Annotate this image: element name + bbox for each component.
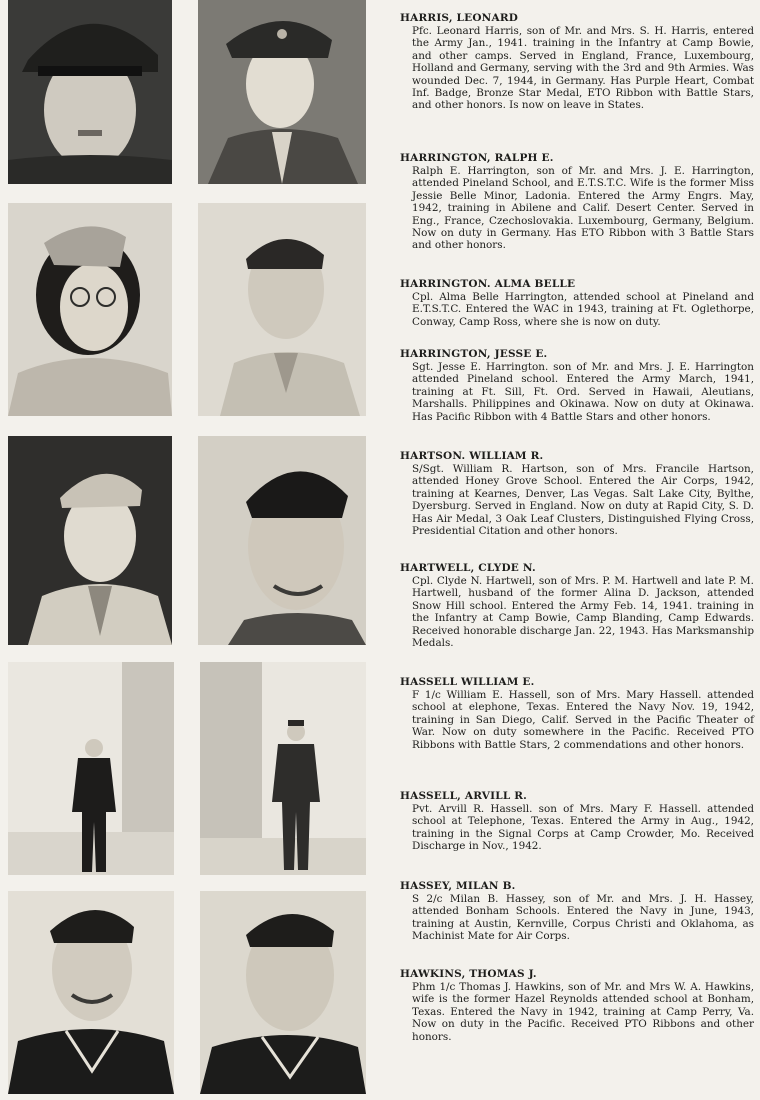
entry-bio: Phm 1/c Thomas J. Hawkins, son of Mr. and Mrs W. A. Hawkins, wife is the former Hazel Reynolds attended school at Bonham, Texas. Entered the Navy in 1942, training at Camp Perry, Va. Now on duty in the Pacific. Received PTO Ribbons and other honors. bbox=[412, 981, 754, 1043]
entry-bio: Sgt. Jesse E. Harrington. son of Mr. and Mrs. J. E. Harrington attended Pineland school. Entered the Army March, 1941, training at Ft. Sill, Ft. Ord. Served in Hawaii, Aleutians, Marshalls. Philippines and Okinawa. Now on duty at Okinawa. Has Pacific Ribbon with 4 Battle Stars and other honors. bbox=[412, 361, 754, 423]
photo-ralph-khaki bbox=[198, 203, 366, 416]
entry-hassell-william bbox=[398, 676, 754, 751]
entry-name: HARRINGTON, RALPH E. bbox=[400, 152, 554, 164]
entry-name: HARTSON. WILLIAM R. bbox=[400, 450, 544, 462]
photo-hassell-sailor bbox=[8, 662, 174, 875]
entry-bio: Pvt. Arvill R. Hassell. son of Mrs. Mary F. Hassell. attended school at Telephone, Texas. Entered the Army in Aug., 1942, training in the Signal Corps at Camp Crowder, Mo. Received Discharge in Nov., 1942. bbox=[412, 803, 754, 853]
entry-name: HARRINGTON. ALMA BELLE bbox=[400, 278, 576, 290]
entry-bio: S/Sgt. William R. Hartson, son of Mrs. Francile Hartson, attended Honey Grove School. Entered the Air Corps, 1942, training at Kearnes, Denver, Las Vegas. Salt Lake City, Bylthe, Dyersburg. Served in England. Now on duty at Rapid City, S. D. Has Air Medal, 3 Oak Leaf Clusters, Distinguished Flying Cross, Presidential Citation and other honors. bbox=[412, 463, 754, 538]
entry-name: HARRIS, LEONARD bbox=[400, 12, 519, 24]
photo-hartwell-smiling bbox=[198, 436, 366, 645]
photo-hartson-garrison bbox=[8, 436, 172, 645]
photo-hassey-sailor bbox=[8, 891, 174, 1094]
entry-bio: Ralph E. Harrington, son of Mr. and Mrs. J. E. Harrington, attended Pineland School, and E.T.S.T.C. Wife is the former Miss Jessie Belle Minor, Ladonia. Entered the Army Engrs. May, 1942, training in Abilene and Calif. Desert Center. Served in Eng., France, Czechoslovakia. Luxembourg, Germany, Belgium. Now on duty in Germany. Has ETO Ribbon with 3 Battle Stars and other honors. bbox=[412, 165, 754, 252]
entry-bio: Pfc. Leonard Harris, son of Mr. and Mrs. S. H. Harris, entered the Army Jan., 1941. training in the Infantry at Camp Bowie, and other camps. Served in England, France, Luxembourg, Holland and Germany, serving with the 3rd and 9th Armies. Was wounded Dec. 7, 1944, in Germany. Has Purple Heart, Combat Inf. Badge, Bronze Star Medal, ETO Ribbon with Battle Stars, and other honors. Is now on leave in States. bbox=[412, 25, 754, 112]
entry-bio: F 1/c William E. Hassell, son of Mrs. Mary Hassell. attended school at elephone, Texas. Entered the Navy Nov. 19, 1942, training in San Diego, Calif. Served in the Pacific Theater of War. Now on duty somewhere in the Pacific. Received PTO Ribbons with Battle Stars, 2 commendations and other honors. bbox=[412, 689, 754, 751]
entry-harrington-jesse bbox=[398, 348, 754, 423]
entry-harrington-alma bbox=[398, 278, 754, 328]
entry-name: HASSEY, MILAN B. bbox=[400, 880, 516, 892]
entry-name: HASSELL WILLIAM E. bbox=[400, 676, 535, 688]
entry-hassey-milan bbox=[398, 880, 754, 943]
entry-bio: S 2/c Milan B. Hassey, son of Mr. and Mrs. J. H. Hassey, attended Bonham Schools. Entered the Navy in June, 1943, training at Austin, Kernville, Corpus Christi and Oklahoma, as Machinist Mate for Air Corps. bbox=[412, 893, 754, 943]
entry-bio: Cpl. Alma Belle Harrington, attended school at Pineland and E.T.S.T.C. Entered the WAC in 1943, training at Ft. Oglethorpe, Conway, Camp Ross, where she is now on duty. bbox=[412, 291, 754, 328]
entry-hawkins-thomas bbox=[398, 968, 754, 1043]
entry-hartson-william bbox=[398, 450, 754, 537]
entry-harrington-ralph bbox=[398, 152, 754, 252]
photo-alma-wac bbox=[8, 203, 172, 416]
photo-harris-cap bbox=[8, 0, 172, 184]
photo-hawkins-sailor bbox=[200, 891, 366, 1094]
entry-name: HARRINGTON, JESSE E. bbox=[400, 348, 548, 360]
entry-name: HAWKINS, THOMAS J. bbox=[400, 968, 537, 980]
entry-harris-leonard bbox=[398, 12, 754, 112]
entry-hartwell-clyde bbox=[398, 562, 754, 649]
entry-bio: Cpl. Clyde N. Hartwell, son of Mrs. P. M. Hartwell and late P. M. Hartwell, husband of the former Alina D. Jackson, attended Snow Hill school. Entered the Army Feb. 14, 1941. training in the Infantry at Camp Bowie, Camp Blanding, Camp Edwards. Received honorable discharge Jan. 22, 1943. Has Marksmanship Medals. bbox=[412, 575, 754, 650]
entry-name: HARTWELL, CLYDE N. bbox=[400, 562, 536, 574]
entry-hassell-arvill bbox=[398, 790, 754, 853]
entry-name: HASSELL, ARVILL R. bbox=[400, 790, 528, 802]
photo-hassell-soldier bbox=[200, 662, 366, 875]
photo-harris-garrison bbox=[198, 0, 366, 184]
